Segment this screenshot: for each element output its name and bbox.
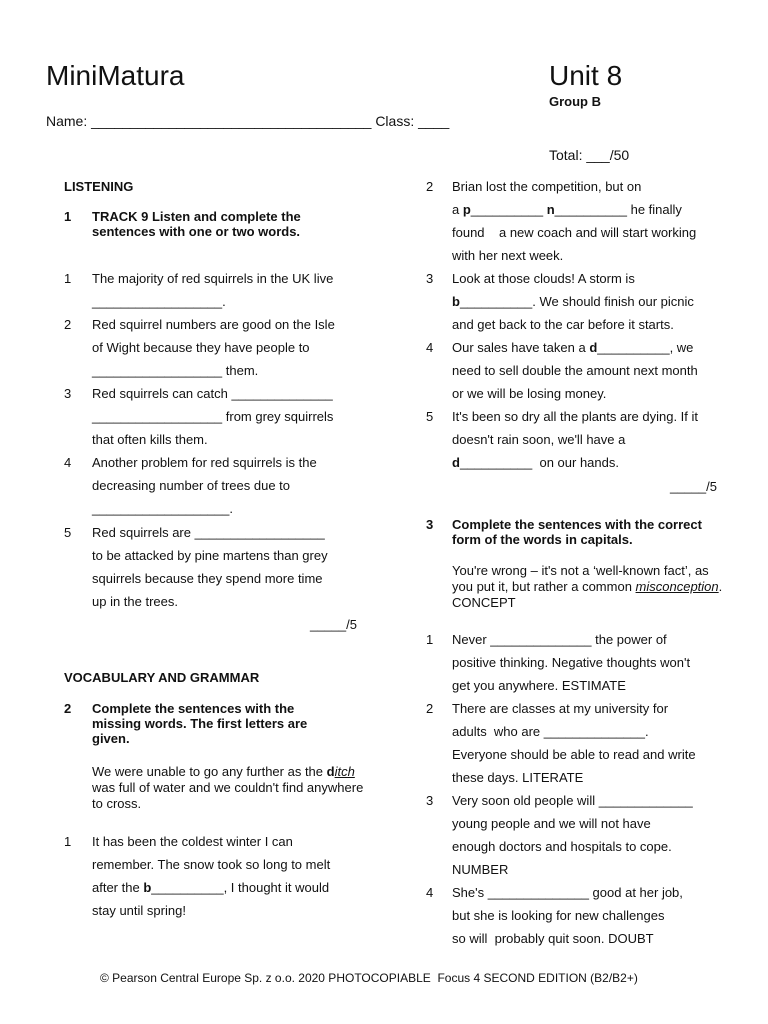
example-text-end: was full of water and we couldn't find anywhere to cross. [92,780,364,811]
vocab-item-line: and get back to the car before it starts. [452,317,674,332]
name-class-line[interactable]: Name: ____________________________________ Class: ____ [46,113,450,129]
listening-score: _____/5 [310,617,357,632]
task3-item-line: these days. LITERATE [452,770,584,785]
listening-item-line: decreasing number of trees due to [92,478,291,493]
listening-item-line[interactable]: ___________________. [92,501,233,516]
listening-item-line[interactable]: Red squirrels are __________________ [92,525,325,540]
vocab-item-line: Brian lost the competition, but on [452,179,642,194]
vocab-heading: VOCABULARY AND GRAMMAR [64,670,260,685]
vocab-item-line[interactable]: d__________ on our hands. [452,455,619,470]
vocab-item-line: Look at those clouds! A storm is [452,271,635,286]
task-2-example [92,764,367,812]
listening-item-line: that often kills them. [92,432,208,447]
vocab-item-number: 4 [426,340,434,355]
task3-item-number: 1 [426,632,434,647]
task3-item-number: 4 [426,885,434,900]
task3-item-line: so will probably quit soon. DOUBT [452,931,654,946]
listening-item-line: up in the trees. [92,594,178,609]
task3-item-line: but she is looking for new challenges [452,908,665,923]
listening-item-line: Another problem for red squirrels is the [92,455,317,470]
vocab-item-line: It's been so dry all the plants are dying. If it [452,409,699,424]
vocab-item-line: found a new coach and will start working [452,225,697,240]
vocab-score: _____/5 [670,479,717,494]
vocab-item-line: with her next week. [452,248,564,263]
vocab-item-number: 1 [64,834,72,849]
task3-item-line: There are classes at my university for [452,701,669,716]
task3-item-line: enough doctors and hospitals to cope. [452,839,672,854]
vocab-item-line[interactable]: Our sales have taken a d__________, we [452,340,694,355]
listening-item-line: Red squirrel numbers are good on the Isle [92,317,335,332]
example-text: We were unable to go any further as the [92,764,327,779]
vocab-item-line: doesn't rain soon, we'll have a [452,432,626,447]
total-score: Total: ___/50 [549,147,630,163]
vocab-item-line: remember. The snow took so long to melt [92,857,331,872]
task-2-number: 2 [64,701,72,716]
listening-item-line: The majority of red squirrels in the UK live [92,271,334,286]
task-3-instruction: Complete the sentences with the correct form of the words in capitals. [452,517,702,547]
task3-item-number: 2 [426,701,434,716]
listening-item-number: 5 [64,525,72,540]
task3-item-line: Everyone should be able to read and write [452,747,696,762]
listening-item-line[interactable]: __________________. [92,294,226,309]
task3-item-line[interactable]: Never ______________ the power of [452,632,667,647]
vocab-item-line: need to sell double the amount next month [452,363,698,378]
task3-item-line[interactable]: Very soon old people will _____________ [452,793,693,808]
listening-item-line[interactable]: __________________ them. [92,363,259,378]
listening-item-number: 1 [64,271,72,286]
unit-title: Unit 8 [549,60,623,91]
vocab-item-line: It has been the coldest winter I can [92,834,293,849]
footer-copyright: © Pearson Central Europe Sp. z o.o. 2020 PHOTOCOPIABLE Focus 4 SECOND EDITION (B2/B2+) [100,971,638,985]
vocab-item-line[interactable]: after the b__________, I thought it would [92,880,330,895]
example-text: You're wrong – it's not a ‘well-known fact’, as you put it, but rather a common [452,563,709,594]
group-label: Group B [549,94,601,109]
task3-item-number: 3 [426,793,434,808]
listening-item-line[interactable]: Red squirrels can catch ______________ [92,386,333,401]
vocab-item-number: 2 [426,179,434,194]
listening-item-number: 4 [64,455,72,470]
vocab-item-number: 5 [426,409,434,424]
vocab-item-number: 3 [426,271,434,286]
example-answer: itch [334,764,355,779]
page-title: MiniMatura [46,60,185,91]
task-3-number: 3 [426,517,434,532]
task-1-instruction: TRACK 9 Listen and complete the sentences with one or two words. [92,209,301,239]
listening-item-line: squirrels because they spend more time [92,571,323,586]
task3-item-line[interactable]: She's ______________ good at her job, [452,885,683,900]
listening-item-number: 2 [64,317,72,332]
listening-item-line: to be attacked by pine martens than grey [92,548,328,563]
task-3-example [452,563,727,611]
listening-heading: LISTENING [64,179,134,194]
vocab-item-line: or we will be losing money. [452,386,607,401]
listening-item-line: of Wight because they have people to [92,340,310,355]
vocab-item-line[interactable]: b__________. We should finish our picnic [452,294,694,309]
task3-item-line: NUMBER [452,862,509,877]
task-1-number: 1 [64,209,72,224]
example-first-letter: d [326,764,335,779]
example-text-end: . CONCEPT [452,579,723,610]
task3-item-line: young people and we will not have [452,816,651,831]
vocab-item-line[interactable]: a p__________ n__________ he finally [452,202,682,217]
example-answer: misconception [635,579,719,594]
task3-item-line[interactable]: adults who are ______________. [452,724,649,739]
task3-item-line: get you anywhere. ESTIMATE [452,678,626,693]
vocab-item-line: stay until spring! [92,903,186,918]
listening-item-number: 3 [64,386,72,401]
task-2-instruction: Complete the sentences with the missing words. The first letters are given. [92,701,308,746]
listening-item-line[interactable]: __________________ from grey squirrels [92,409,334,424]
task3-item-line: positive thinking. Negative thoughts won't [452,655,691,670]
